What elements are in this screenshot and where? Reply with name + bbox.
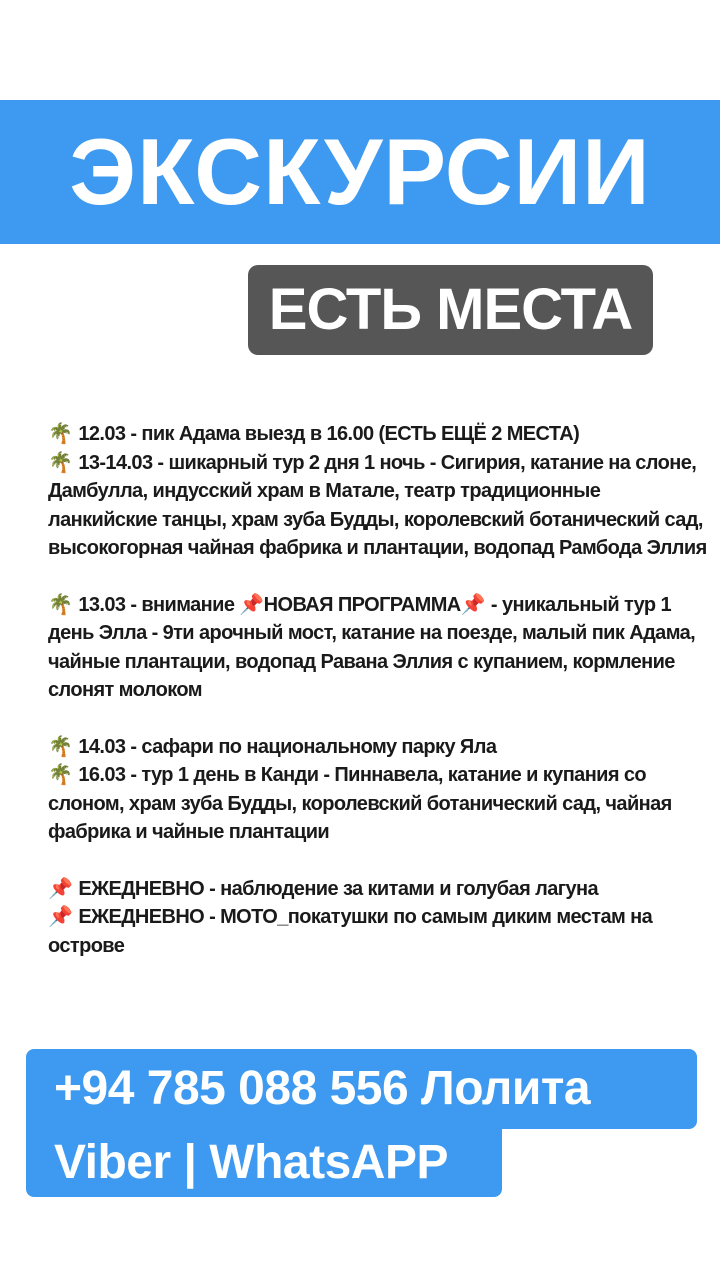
daily-group (48, 875, 708, 961)
phone-number: +94 785 088 556 Лолита (54, 1062, 591, 1115)
tour-text: - уникальный тур 1 день Элла - 9ти арочный мост, катание на поезде, малый пик Адама, чайные плантации, водопад Равана Эллия с купанием, кормление слонят молоком (48, 593, 696, 701)
title-banner (0, 100, 720, 244)
tour-list (48, 420, 708, 988)
daily-item (48, 903, 708, 960)
daily-item (48, 875, 708, 904)
contact-block (26, 1049, 697, 1197)
tour-text: 13-14.03 - шикарный тур 2 дня 1 ночь - Сигирия, катание на слоне, Дамбулла, индусский храм в Матале, театр традиционные ланкийские танцы, храм зуба Будды, королевский ботанический сад, высокогорная чайная фабрика и плантации, водопад Рамбода Эллия (48, 451, 707, 559)
daily-text: ЕЖЕДНЕВНО - наблюдение за китами и голубая лагуна (78, 877, 598, 900)
phone-banner (26, 1049, 697, 1129)
tour-item (48, 449, 708, 563)
page-title: ЭКСКУРСИИ (69, 119, 651, 224)
tour-text: 13.03 - внимание (78, 593, 235, 616)
tour-group-1 (48, 420, 708, 563)
tour-item (48, 733, 708, 762)
tour-group-2 (48, 591, 708, 705)
pushpin-icon: 📌 (239, 593, 264, 616)
tour-item (48, 591, 708, 705)
tour-item (48, 420, 708, 449)
palm-tree-icon: 🌴 (48, 735, 73, 758)
tour-text: 16.03 - тур 1 день в Канди - Пиннавела, катание и купания со слоном, храм зуба Будды, королевский ботанический сад, чайная фабрика и чайные плантации (48, 764, 672, 843)
palm-tree-icon: 🌴 (48, 423, 73, 445)
palm-tree-icon: 🌴 (48, 593, 73, 616)
availability-badge-label: ЕСТЬ МЕСТА (268, 277, 633, 342)
tour-item (48, 761, 708, 847)
palm-tree-icon: 🌴 (48, 451, 73, 474)
messenger-banner (26, 1129, 502, 1197)
availability-badge (248, 265, 653, 355)
messenger-label: Viber | WhatsAPP (54, 1136, 448, 1189)
palm-tree-icon: 🌴 (48, 764, 73, 786)
daily-text: ЕЖЕДНЕВНО - МОТО_покатушки по самым диким местам на острове (48, 906, 653, 957)
tour-text: 12.03 - пик Адама выезд в 16.00 (ЕСТЬ ЕЩЁ 2 МЕСТА) (78, 423, 580, 445)
tour-group-3 (48, 733, 708, 847)
pushpin-icon: 📌 (48, 906, 73, 928)
new-program-label: НОВАЯ ПРОГРАММА (263, 593, 461, 616)
tour-text: 14.03 - сафари по национальному парку Яла (78, 735, 497, 758)
pushpin-icon: 📌 (48, 877, 73, 900)
pushpin-icon: 📌 (460, 593, 485, 616)
